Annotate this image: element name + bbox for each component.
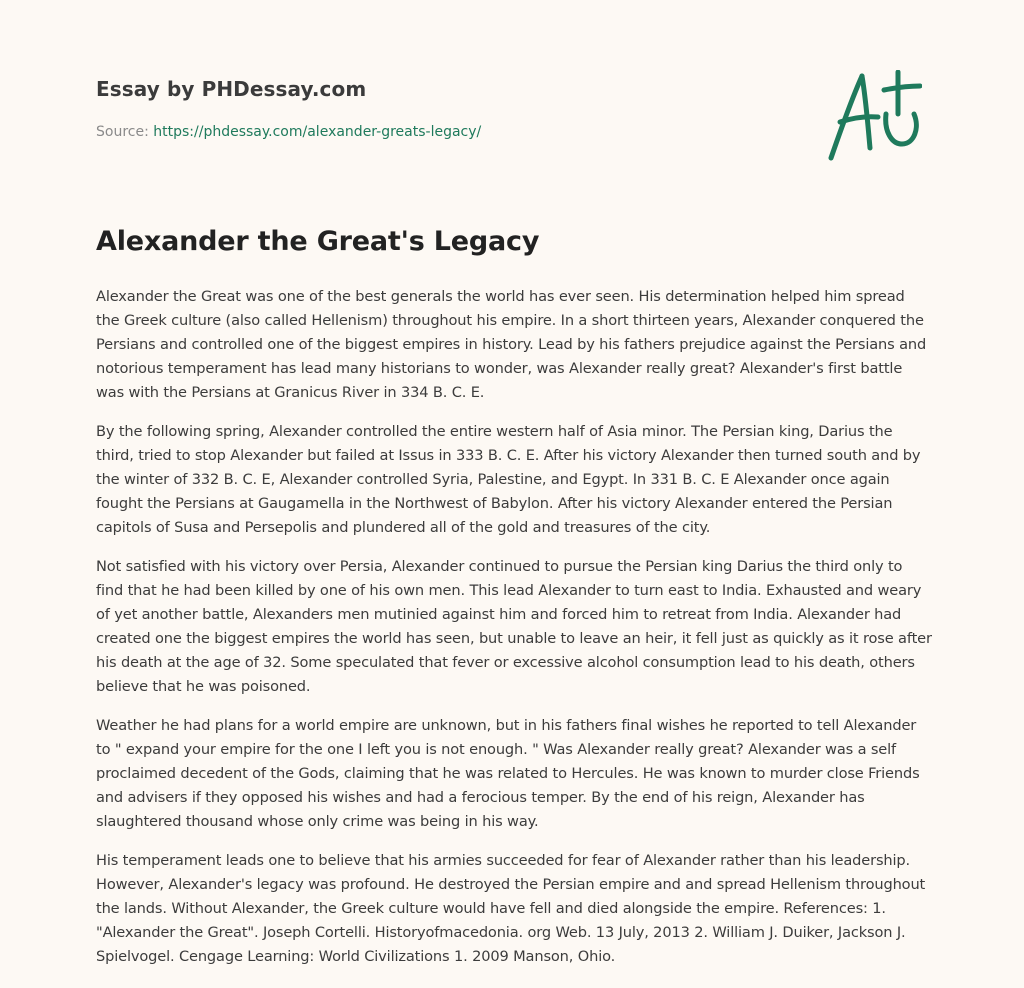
essay-title: Alexander the Great's Legacy <box>96 226 540 257</box>
essay-paragraph: Alexander the Great was one of the best generals the world has ever seen. His determination helped him spread the Greek culture (also called Hellenism) throughout his empire. In a short thirteen years, Alexander conquered the Persians and controlled one of the biggest empires in history. Lead by his fathers prejudice against the Persians and notorious temperament has lead many historians to wonder, was Alexander really great? Alexander's first battle was with the Persians at Granicus River in 334 B. C. E. <box>96 288 927 401</box>
source-line <box>96 124 481 140</box>
essay-paragraph: Not satisfied with his victory over Persia, Alexander continued to pursue the Persian king Darius the third only to find that he had been killed by one of his own men. This lead Alexander to turn east to India. Exhausted and weary of yet another battle, Alexanders men mutinied against him and forced him to retreat from India. Alexander had created one the biggest empires the world has seen, but unable to leave an heir, it fell just as quickly as it rose after his death at the age of 32. Some speculated that fever or excessive alcohol consumption lead to his death, others believe that he was poisoned. <box>96 558 932 695</box>
source-label: Source: <box>96 124 154 140</box>
essay-paragraph: His temperament leads one to believe that his armies succeeded for fear of Alexander rather than his leadership. However, Alexander's legacy was profound. He destroyed the Persian empire and and spread Hellenism throughout the lands. Without Alexander, the Greek culture would have fell and died alongside the empire. References: 1. "Alexander the Great". Joseph Cortelli. Historyofmacedonia. org Web. 13 July, 2013 2. William J. Duiker, Jackson J. Spielvogel. Cengage Learning: World Civilizations 1. 2009 Manson, Ohio. <box>96 852 926 965</box>
essay-paragraph: Weather he had plans for a world empire are unknown, but in his fathers final wishes he reported to tell Alexander to " expand your empire for the one I left you is not enough. " Was Alexander really great? Alexander was a self proclaimed decedent of the Gods, claiming that he was related to Hercules. He was known to murder close Friends and advisers if they opposed his wishes and had a ferocious temper. By the end of his reign, Alexander has slaughtered thousand whose only crime was being in his way. <box>96 717 920 830</box>
essay-body <box>96 285 932 984</box>
site-brand: Essay by PHDessay.com <box>96 77 367 101</box>
a-plus-grade-icon <box>826 70 922 162</box>
essay-paragraph: By the following spring, Alexander controlled the entire western half of Asia minor. The Persian king, Darius the third, tried to stop Alexander but failed at Issus in 333 B. C. E. After his victory Alexander then turned south and by the winter of 332 B. C. E, Alexander controlled Syria, Palestine, and Egypt. In 331 B. C. E Alexander once again fought the Persians at Gaugamella in the Northwest of Babylon. After his victory Alexander entered the Persian capitols of Susa and Persepolis and plundered all of the gold and treasures of the city. <box>96 423 921 536</box>
source-link[interactable]: https://phdessay.com/alexander-greats-legacy/ <box>153 124 482 140</box>
